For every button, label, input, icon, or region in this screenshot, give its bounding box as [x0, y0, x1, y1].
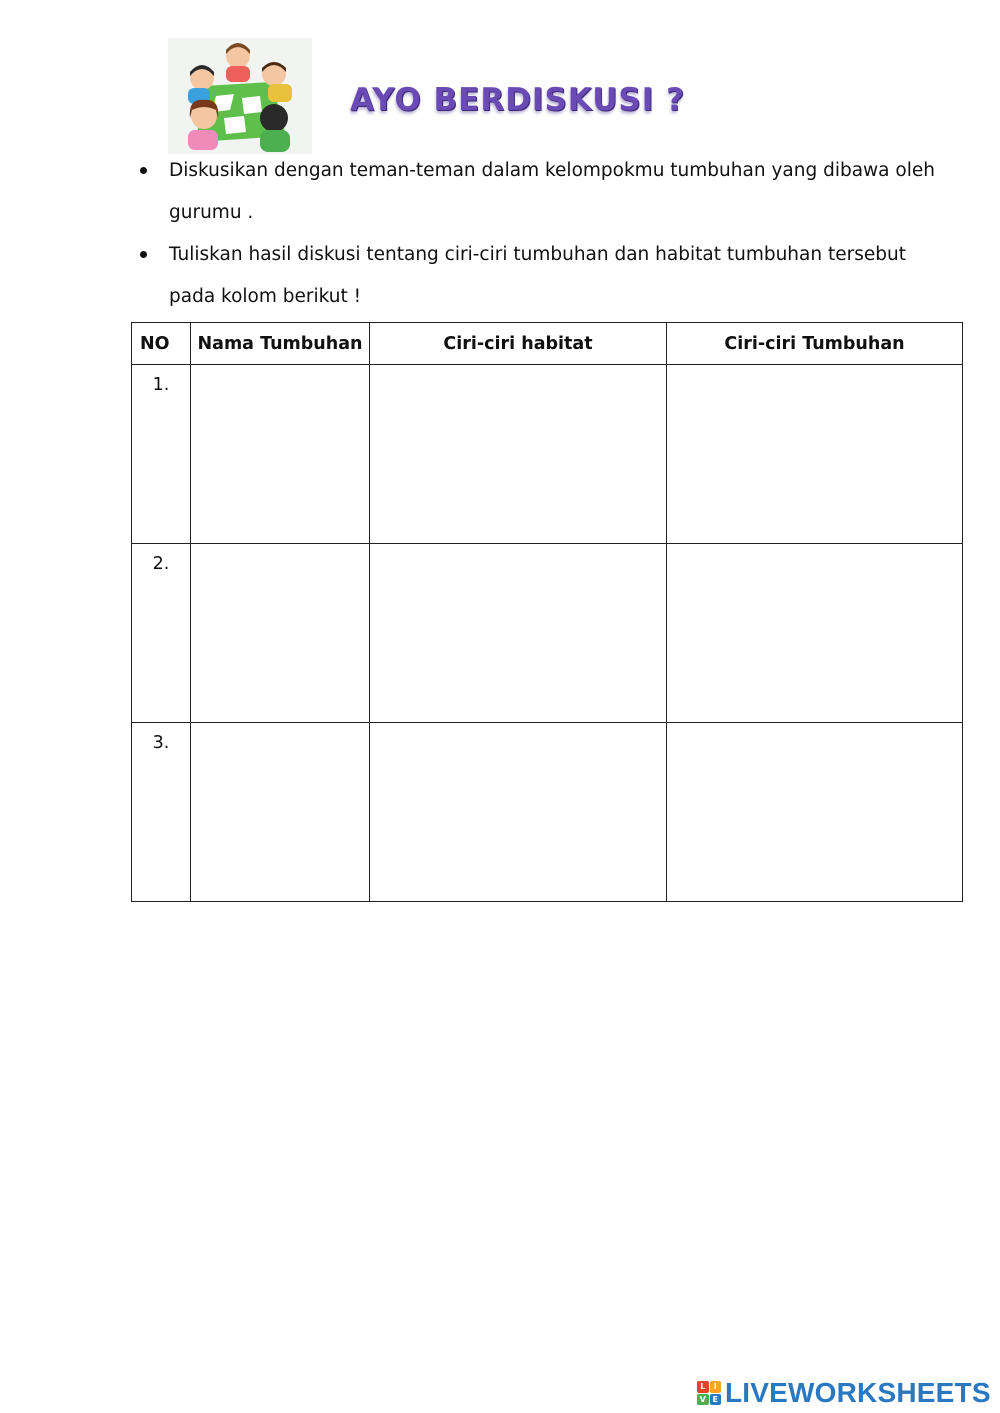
instruction-line: Diskusikan dengan teman-teman dalam kelompokmu tumbuhan yang dibawa oleh — [169, 160, 935, 181]
liveworksheets-logo[interactable] — [697, 1378, 991, 1408]
table-header-row — [132, 323, 963, 365]
instruction-list — [138, 150, 938, 318]
nama-tumbuhan-cell[interactable] — [191, 723, 370, 902]
ciri-ciri-tumbuhan-cell[interactable] — [667, 723, 963, 902]
instruction-item — [138, 234, 938, 318]
children-discussion-illustration — [168, 38, 312, 154]
row-number: 3. — [132, 723, 191, 902]
row-number: 2. — [132, 544, 191, 723]
instruction-line: Tuliskan hasil diskusi tentang ciri-ciri tumbuhan dan habitat tumbuhan tersebut — [169, 244, 906, 265]
table-row — [132, 723, 963, 902]
header-ciri-ciri-tumbuhan: Ciri-ciri Tumbuhan — [667, 323, 963, 365]
discussion-table — [131, 322, 963, 902]
bullet-icon — [140, 251, 147, 258]
ciri-ciri-tumbuhan-cell[interactable] — [667, 544, 963, 723]
nama-tumbuhan-cell[interactable] — [191, 365, 370, 544]
liveworksheets-mark-icon: L I V E — [697, 1381, 721, 1405]
ciri-ciri-habitat-cell[interactable] — [370, 544, 667, 723]
bullet-icon — [140, 167, 147, 174]
header-ciri-ciri-habitat: Ciri-ciri habitat — [370, 323, 667, 365]
instruction-line: pada kolom berikut ! — [169, 286, 362, 307]
ciri-ciri-tumbuhan-cell[interactable] — [667, 365, 963, 544]
ciri-ciri-habitat-cell[interactable] — [370, 723, 667, 902]
header-nama-tumbuhan: Nama Tumbuhan — [191, 323, 370, 365]
header-no: NO — [132, 323, 191, 365]
nama-tumbuhan-cell[interactable] — [191, 544, 370, 723]
page-title: AYO BERDISKUSI ? — [350, 82, 686, 118]
table-row — [132, 544, 963, 723]
instruction-line: gurumu . — [169, 202, 254, 223]
ciri-ciri-habitat-cell[interactable] — [370, 365, 667, 544]
instruction-item — [138, 150, 938, 234]
row-number: 1. — [132, 365, 191, 544]
table-row — [132, 365, 963, 544]
brand-name: LIVEWORKSHEETS — [725, 1377, 991, 1408]
